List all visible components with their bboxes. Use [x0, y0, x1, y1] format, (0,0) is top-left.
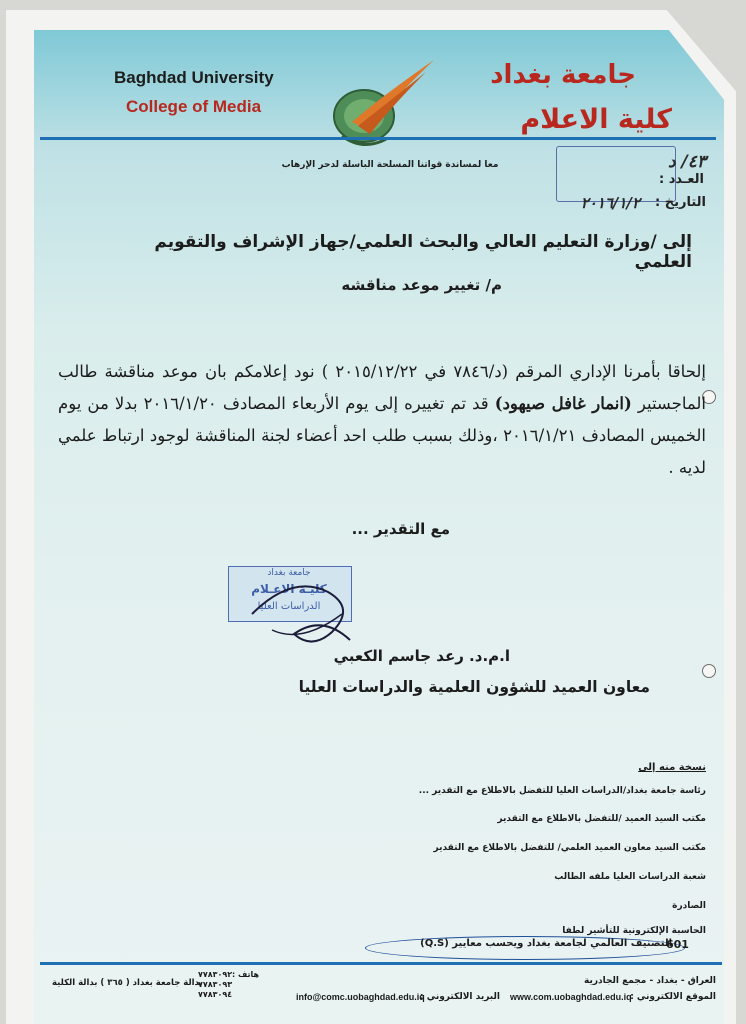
slogan: معا لمساندة قواتنا المسلحة الباسلة لدحر الإرهاب: [281, 160, 499, 170]
subject-line: م/ تغيير موعد مناقشه: [341, 276, 502, 294]
stamp-line-2: كليـة الاعـلام: [251, 582, 327, 596]
body-part-2: قد تم تغييره إلى يوم الأربعاء المصادف ٢٠١٦/١/٢٠ بدلا من يوم الخميس المصادف ٢٠١٦/١/٢١ ،وذلك بسبب طلب احد أعضاء لجنة المناقشة لوجود ارتباط علمي لديه .: [58, 394, 706, 477]
reference-date-label: التاريخ :: [655, 195, 706, 210]
reference-number-label: العـدد :: [658, 172, 704, 187]
copy-item: مكتب السيد العميد /للتفضل بالاطلاع مع التقدير: [497, 814, 706, 824]
ranking-number: 601: [666, 938, 689, 951]
punch-hole: [702, 664, 716, 678]
reference-number: ٤٣/ د: [668, 152, 706, 172]
regards: مع التقدير ...: [351, 520, 450, 538]
header-divider: [40, 137, 716, 140]
footer-pobox: بدالة جامعة بغداد ( ٣٦٥ ) بدالة الكلية: [52, 978, 203, 988]
copy-item: الصادرة: [672, 901, 706, 911]
footer-phone: ٧٧٨٣٠٩٣: [198, 980, 233, 989]
stamp-line-1: جامعة بغداد: [267, 568, 311, 578]
footer-address: العراق - بغداد - مجمع الجادرية: [584, 976, 716, 986]
signature-icon: [232, 574, 362, 654]
footer-website-label: الموقع الالكتروني :: [630, 992, 716, 1002]
copy-item: رئاسة جامعة بغداد/الدراسات العليا للتفضل بالاطلاع مع التقدير ...: [418, 786, 706, 796]
footer-divider: [40, 962, 722, 965]
stamp-line-3: الدراسات العليا: [257, 601, 321, 612]
copy-item: مكتب السيد معاون العميد العلمي/ للتفضل بالاطلاع مع التقدير: [433, 843, 706, 853]
signer-title: معاون العميد للشؤون العلمية والدراسات العليا: [298, 678, 650, 696]
university-name-en: Baghdad University: [114, 68, 274, 87]
footer-phone: ٧٧٨٣٠٩٤: [198, 990, 233, 999]
footer-phones: [198, 970, 232, 1000]
footer-email-label: البريد الالكتروني :: [420, 992, 500, 1002]
letter-body: [58, 356, 706, 484]
college-name-ar: كلية الاعلام: [520, 104, 672, 135]
footer-website[interactable]: www.com.uobaghdad.edu.iq: [510, 992, 632, 1002]
footer-phone-label: هاتف :: [232, 970, 260, 979]
footer-phone: ٧٧٨٣٠٩٢: [198, 970, 233, 979]
university-name-ar: جامعة بغداد: [490, 60, 636, 90]
ranking-text: التصنيف العالمي لجامعة بغداد ويحسب معايير (Q.S): [420, 938, 672, 949]
college-logo-icon: [322, 56, 438, 156]
copy-item: الحاسبة الإلكترونية للتأشير لطفا: [562, 926, 706, 936]
footer-email[interactable]: info@comc.uobaghdad.edu.iq: [296, 992, 425, 1002]
copy-item: شعبة الدراسات العليا ملفه الطالب: [554, 872, 706, 882]
recipient-line: إلى /وزارة التعليم العالي والبحث العلمي/جهاز الإشراف والتقويم العلمي: [154, 232, 692, 272]
body-part-1: إلحاقا بأمرنا الإداري المرقم (د/٧٨٤٦ في ٢٠١٥/١٢/٢٢ ) نود إعلامكم بان موعد مناقشة طالب الماجستير: [58, 362, 707, 413]
student-name: (انمار غافل صيهود): [494, 394, 632, 413]
college-name-en: College of Media: [126, 97, 262, 116]
copies-title: نسخة منه إلى: [638, 762, 706, 773]
signer-name: ا.م.د. رعد جاسم الكعبي: [333, 647, 510, 665]
reference-date: ٢٠١٦/١/٢: [580, 194, 640, 212]
